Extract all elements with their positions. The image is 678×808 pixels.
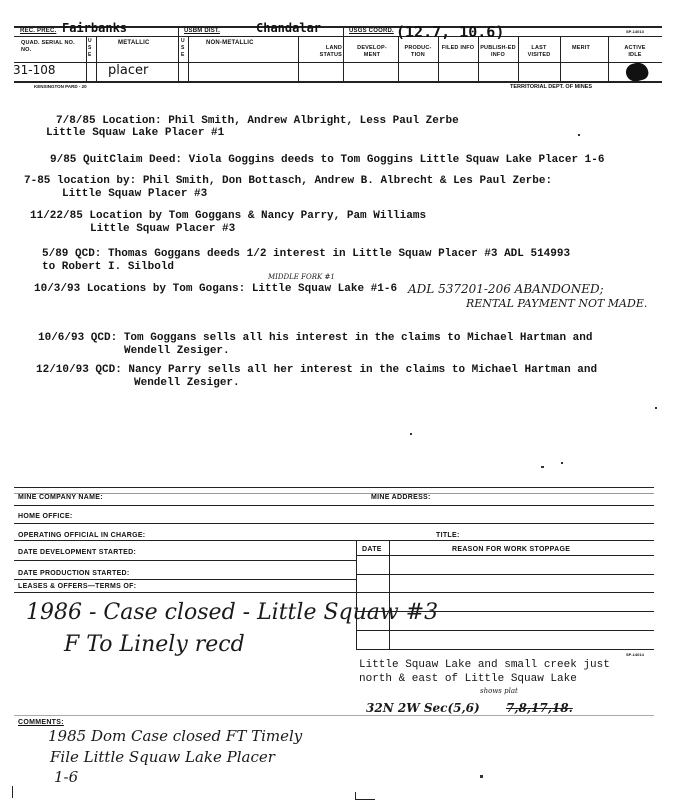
comments-line-2: File Little Squaw Lake Placer (50, 748, 275, 766)
development-label: DEVELOP-MENT (357, 45, 387, 58)
rec-prec-label: REC. PREC. (20, 28, 57, 34)
speck (541, 466, 544, 468)
entry-7-line2: Wendell Zesiger. (124, 345, 230, 357)
record-number: 31-108 (13, 63, 56, 77)
production-label: PRODUC-TION (404, 45, 432, 58)
date-prod-started-label: DATE PRODUCTION STARTED: (18, 570, 130, 577)
territorial-dept: TERRITORIAL DEPT. OF MINES (510, 84, 592, 90)
date-label: DATE (362, 546, 382, 553)
entry-7-line1: 10/6/93 QCD: Tom Goggans sells all his interest in the claims to Michael Hartman and (38, 332, 593, 344)
entry-5-line2: to Robert I. Silbold (42, 261, 175, 273)
title-label: TITLE: (436, 532, 460, 539)
entry-3-line2: Little Squaw Placer #3 (62, 188, 208, 200)
speck (578, 134, 580, 136)
mine-address-label: MINE ADDRESS: (371, 494, 431, 501)
entry-5-line1: 5/89 QCD: Thomas Goggans deeds 1/2 interest in Little Squaw Placer #3 ADL 514993 (42, 248, 571, 260)
location-line-2: north & east of Little Squaw Lake (359, 673, 577, 685)
last-visited-label: LAST VISITED (527, 45, 551, 58)
usgs-coord-label: USGS COORD. (349, 28, 394, 34)
merit-label: MERIT (572, 45, 591, 51)
usbm-dist-label: USBM DIST. (184, 28, 221, 34)
section-struck-note: 7,8,17,18. (506, 701, 573, 715)
entry-4-line2: Little Squaw Placer #3 (90, 223, 236, 235)
home-office-label: HOME OFFICE: (18, 513, 73, 520)
usgs-coord-value: (12.7, 10.6) (396, 23, 505, 41)
active-idle-label: ACTIVE IDLE (624, 45, 646, 58)
speck (561, 462, 563, 464)
speck (480, 775, 483, 778)
metallic-label: METALLIC (118, 40, 150, 46)
mine-company-name-label: MINE COMPANY NAME: (18, 494, 103, 501)
reason-label: REASON FOR WORK STOPPAGE (452, 546, 571, 553)
comments-line-3: 1-6 (54, 768, 79, 786)
kensington-note: KENSINGTON PARD - 20 (34, 84, 87, 89)
entry-4-line1: 11/22/85 Location by Tom Goggans & Nancy Parry, Pam Williams (30, 210, 427, 222)
comments-line-1: 1985 Dom Case closed FT Timely (48, 727, 303, 745)
non-metallic-label: NON-METALLIC (206, 40, 254, 46)
date-dev-started-label: DATE DEVELOPMENT STARTED: (18, 549, 137, 556)
filed-info-label: FILED INFO (441, 45, 475, 51)
middle-fork-note: MIDDLE FORK #1 (268, 273, 335, 281)
rec-prec-value: Fairbanks (62, 21, 128, 35)
section-note: 32N 2W Sec(5,6) (366, 701, 480, 715)
entry-1-line2: Little Squaw Lake Placer #1 (46, 127, 225, 139)
form-number: SP-14013 (626, 29, 644, 34)
metallic-value: placer (108, 63, 149, 78)
entry-2-line1: 9/85 QuitClaim Deed: Viola Goggins deeds to Tom Goggins Little Squaw Lake Placer 1-6 (50, 154, 605, 166)
entry-6-line1: 10/3/93 Locations by Tom Gogans: Little Squaw Lake #1-6 (34, 283, 398, 295)
rental-payment-note: RENTAL PAYMENT NOT MADE. (466, 297, 648, 310)
case-closed-line-2: F To Linely recd (64, 632, 245, 657)
operating-official-label: OPERATING OFFICIAL IN CHARGE: (18, 532, 146, 539)
location-line-1: Little Squaw Lake and small creek just (359, 659, 610, 671)
case-closed-line-1: 1986 - Case closed - Little Squaw #3 (26, 600, 439, 625)
speck (410, 433, 412, 435)
use-label-2: U S E (181, 38, 185, 58)
use-label: U S E (88, 38, 92, 58)
entry-1-line1: 7/8/85 Location: Phil Smith, Andrew Albright, Less Paul Zerbe (56, 115, 459, 127)
usbm-dist-value: Chandalar (256, 21, 322, 35)
land-status-label: LAND STATUS (319, 45, 342, 58)
quad-serial-label: QUAD. SERIAL NO. NO. (21, 40, 75, 53)
published-info-label: PUBLISH-ED INFO (480, 45, 516, 58)
entry-8-line1: 12/10/93 QCD: Nancy Parry sells all her interest in the claims to Michael Hartman and (36, 364, 598, 376)
speck (655, 407, 657, 409)
entry-8-line2: Wendell Zesiger. (134, 377, 240, 389)
shows-plat-note: shows plat (480, 687, 518, 695)
comments-label: COMMENTS: (18, 719, 64, 726)
form-number-2: SP-14014 (626, 652, 644, 657)
adl-abandoned-note: ADL 537201-206 ABANDONED; (408, 282, 604, 296)
leases-label: LEASES & OFFERS—TERMS OF: (18, 583, 137, 590)
entry-3-line1: 7-85 location by: Phil Smith, Don Bottasch, Andrew B. Albrecht & Les Paul Zerbe: (24, 175, 553, 187)
